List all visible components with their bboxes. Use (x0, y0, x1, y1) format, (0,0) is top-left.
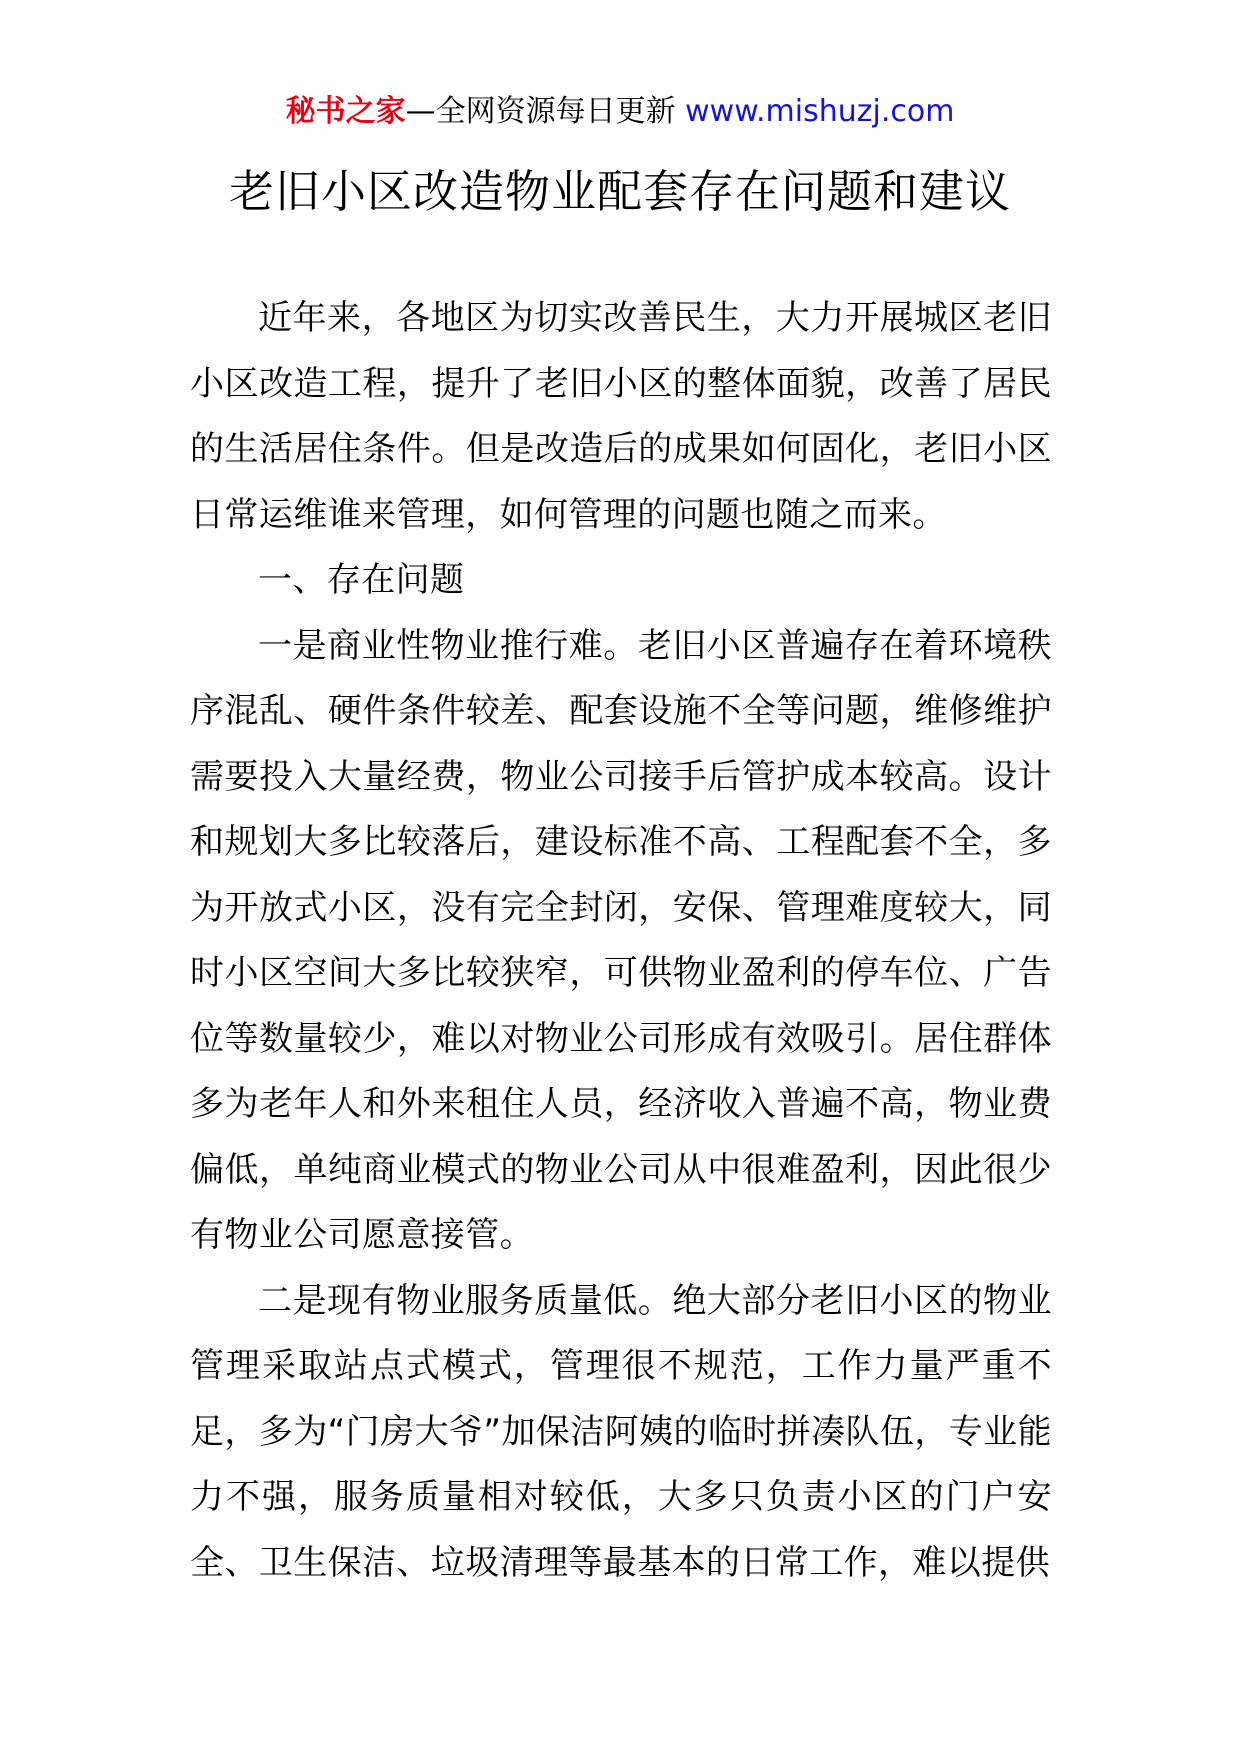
problem-paragraph-1: 一是商业性物业推行难。老旧小区普遍存在着环境秩序混乱、硬件条件较差、配套设施不全等问题，维修维护需要投入大量经费，物业公司接手后管护成本较高。设计和规划大多比较落后，建设标准不高、工程配套不全，多为开放式小区，没有完全封闭，安保、管理难度较大，同时小区空间大多比较狭窄，可供物业盈利的停车位、广告位等数量较少，难以对物业公司形成有效吸引。居住群体多为老年人和外来租住人员，经济收入普遍不高，物业费偏低，单纯商业模式的物业公司从中很难盈利，因此很少有物业公司愿意接管。 (190, 625, 1052, 1255)
header-tagline: —全网资源每日更新 (405, 94, 676, 129)
site-url-link[interactable]: www.mishuzj.com (685, 94, 955, 129)
brand-name: 秘书之家 (285, 94, 406, 129)
document-title: 老旧小区改造物业配套存在问题和建议 (228, 165, 1011, 218)
problem-paragraph-2: 二是现有物业服务质量低。绝大部分老旧小区的物业管理采取站点式模式，管理很不规范，工作力量严重不足，多为“门房大爷”加保洁阿姨的临时拼凑队伍，专业能力不强，服务质量相对较低，大多只负责小区的门户安全、卫生保洁、垃圾清理等最基本的日常工作，难以提供 (190, 1280, 1052, 1583)
intro-paragraph: 近年来，各地区为切实改善民生，大力开展城区老旧小区改造工程，提升了老旧小区的整体面貌，改善了居民的生活居住条件。但是改造后的成果如何固化，老旧小区日常运维谁来管理，如何管理的问题也随之而来。 (190, 298, 1052, 535)
site-header (0, 92, 1240, 132)
document-body (190, 286, 1052, 1596)
section-heading: 一、存在问题 (258, 560, 465, 600)
